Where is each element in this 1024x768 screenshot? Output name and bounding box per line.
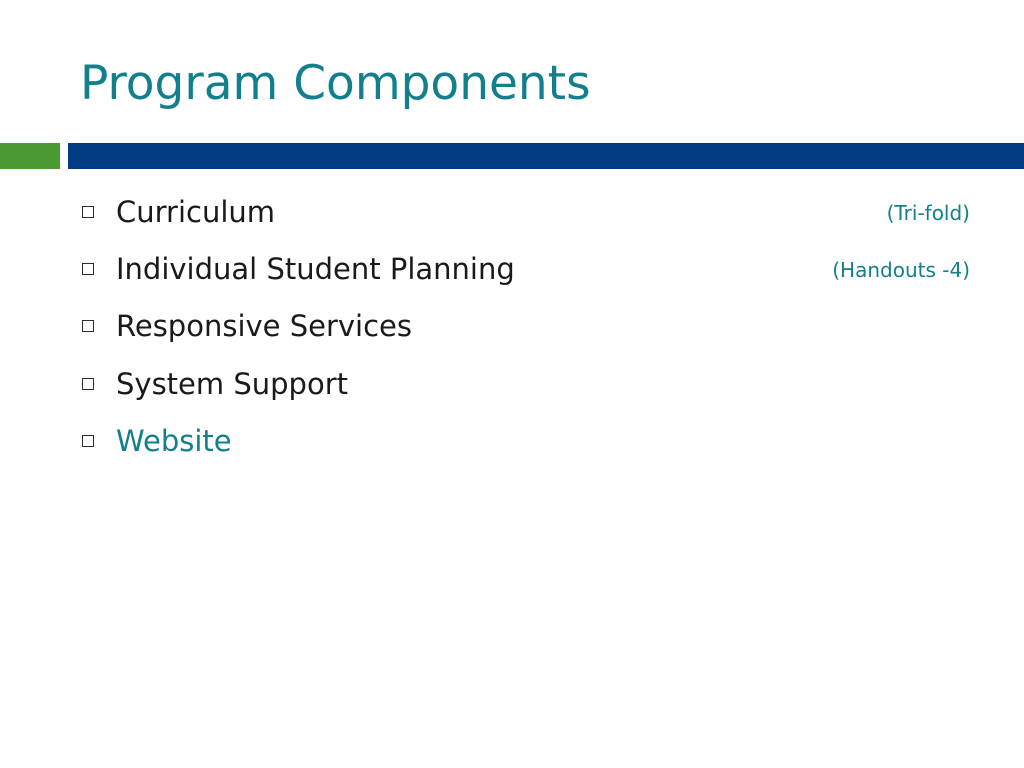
slide-title: Program Components	[80, 56, 591, 111]
bullet-note: (Handouts -4)	[832, 258, 970, 282]
title-divider-blue-bar	[68, 143, 1024, 169]
square-bullet-icon	[82, 435, 94, 447]
square-bullet-icon	[82, 320, 94, 332]
bullet-note: (Tri-fold)	[886, 201, 970, 225]
bullet-label: Curriculum	[116, 195, 276, 229]
bullet-label: Individual Student Planning	[116, 252, 515, 286]
bullet-item-system-support	[80, 366, 970, 406]
bullet-item-responsive-services	[80, 308, 970, 348]
title-divider-green-bar	[0, 143, 60, 169]
bullet-item-curriculum	[80, 194, 970, 234]
square-bullet-icon	[82, 263, 94, 275]
square-bullet-icon	[82, 378, 94, 390]
bullet-item-individual-student-planning	[80, 251, 970, 291]
bullet-item-website	[80, 423, 970, 463]
bullet-label: Responsive Services	[116, 309, 413, 343]
website-link[interactable]: Website	[116, 424, 232, 458]
square-bullet-icon	[82, 206, 94, 218]
bullet-label: System Support	[116, 367, 348, 401]
